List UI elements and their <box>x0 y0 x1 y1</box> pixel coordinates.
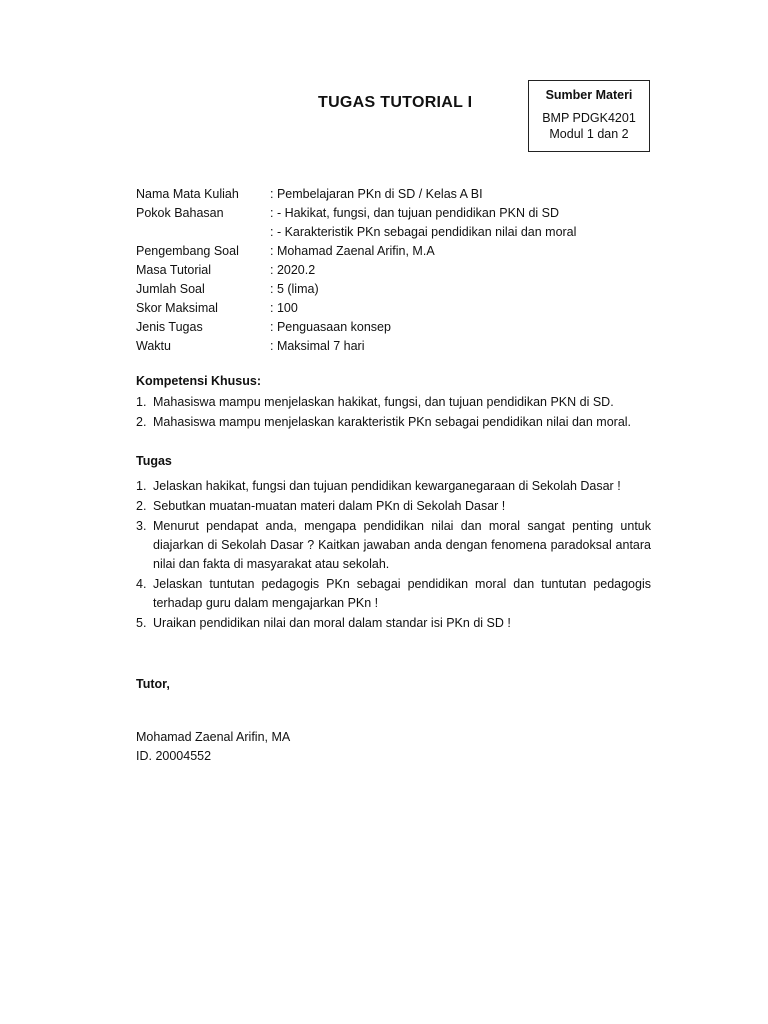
list-text: Mahasiswa mampu menjelaskan karakteristik PKn sebagai pendidikan nilai dan moral. <box>153 415 632 429</box>
info-label: Jumlah Soal <box>136 282 205 296</box>
list-item <box>136 393 651 412</box>
tutor-label: Tutor, <box>136 677 170 691</box>
info-value: : Penguasaan konsep <box>270 320 391 334</box>
list-number: 3. <box>136 519 147 533</box>
info-row <box>136 318 576 337</box>
list-item <box>136 517 651 574</box>
list-number: 2. <box>136 499 147 513</box>
info-row <box>136 223 576 242</box>
kompetensi-heading: Kompetensi Khusus: <box>136 374 262 388</box>
tutor-name: Mohamad Zaenal Arifin, MA <box>136 730 291 744</box>
info-value: : - Karakteristik PKn sebagai pendidikan nilai dan moral <box>270 225 577 239</box>
list-item <box>136 614 651 633</box>
info-label: Waktu <box>136 339 171 353</box>
info-row <box>136 280 576 299</box>
info-row <box>136 261 576 280</box>
info-row <box>136 185 576 204</box>
info-value: : 5 (lima) <box>270 282 319 296</box>
list-number: 1. <box>136 479 147 493</box>
info-label: Pokok Bahasan <box>136 206 224 220</box>
kompetensi-section <box>136 372 651 433</box>
info-row <box>136 242 576 261</box>
list-text: Sebutkan muatan-muatan materi dalam PKn di Sekolah Dasar ! <box>153 499 506 513</box>
list-item <box>136 477 651 496</box>
list-number: 4. <box>136 577 147 591</box>
info-value: : - Hakikat, fungsi, dan tujuan pendidikan PKN di SD <box>270 206 560 220</box>
tugas-section <box>136 452 651 634</box>
info-label: Jenis Tugas <box>136 320 203 334</box>
list-text: Uraikan pendidikan nilai dan moral dalam standar isi PKn di SD ! <box>153 616 511 630</box>
list-text: Mahasiswa mampu menjelaskan hakikat, fungsi, dan tujuan pendidikan PKN di SD. <box>153 395 614 409</box>
info-value: : Pembelajaran PKn di SD / Kelas A BI <box>270 187 483 201</box>
list-text: Jelaskan tuntutan pedagogis PKn sebagai pendidikan moral dan tuntutan pedagogis terhadap guru dalam mengajarkan PKn ! <box>153 577 651 610</box>
list-item <box>136 575 651 613</box>
list-number: 2. <box>136 415 147 429</box>
kompetensi-list <box>136 393 651 432</box>
tugas-heading: Tugas <box>136 454 172 468</box>
info-value: : Mohamad Zaenal Arifin, M.A <box>270 244 435 258</box>
tugas-list <box>136 477 651 633</box>
list-item <box>136 413 651 432</box>
list-text: Jelaskan hakikat, fungsi dan tujuan pendidikan kewarganegaraan di Sekolah Dasar ! <box>153 479 621 493</box>
info-row <box>136 204 576 223</box>
course-info-table <box>136 185 576 356</box>
document-title: TUGAS TUTORIAL I <box>318 94 473 111</box>
info-label: Pengembang Soal <box>136 244 239 258</box>
info-label: Nama Mata Kuliah <box>136 187 239 201</box>
list-item <box>136 497 651 516</box>
info-label: Skor Maksimal <box>136 301 218 315</box>
signature-block <box>136 675 290 766</box>
list-text: Menurut pendapat anda, mengapa pendidikan nilai dan moral sangat penting untuk diajarkan di Sekolah Dasar ? Kaitkan jawaban anda dengan fenomena paradoksal antara nilai dan fakta di masyarakat atau sekolah. <box>153 519 651 571</box>
info-value: : 100 <box>270 301 298 315</box>
list-number: 1. <box>136 395 147 409</box>
info-label <box>136 223 270 242</box>
info-row <box>136 299 576 318</box>
info-value: : Maksimal 7 hari <box>270 339 365 353</box>
info-label: Masa Tutorial <box>136 263 212 277</box>
source-material-box <box>528 80 650 152</box>
info-value: : 2020.2 <box>270 263 316 277</box>
source-box-module-range: Modul 1 dan 2 <box>549 127 629 141</box>
source-box-module-code: BMP PDGK4201 <box>542 111 636 125</box>
tutor-id: ID. 20004552 <box>136 749 212 763</box>
info-row <box>136 337 576 356</box>
list-number: 5. <box>136 616 147 630</box>
source-box-heading: Sumber Materi <box>545 88 633 102</box>
